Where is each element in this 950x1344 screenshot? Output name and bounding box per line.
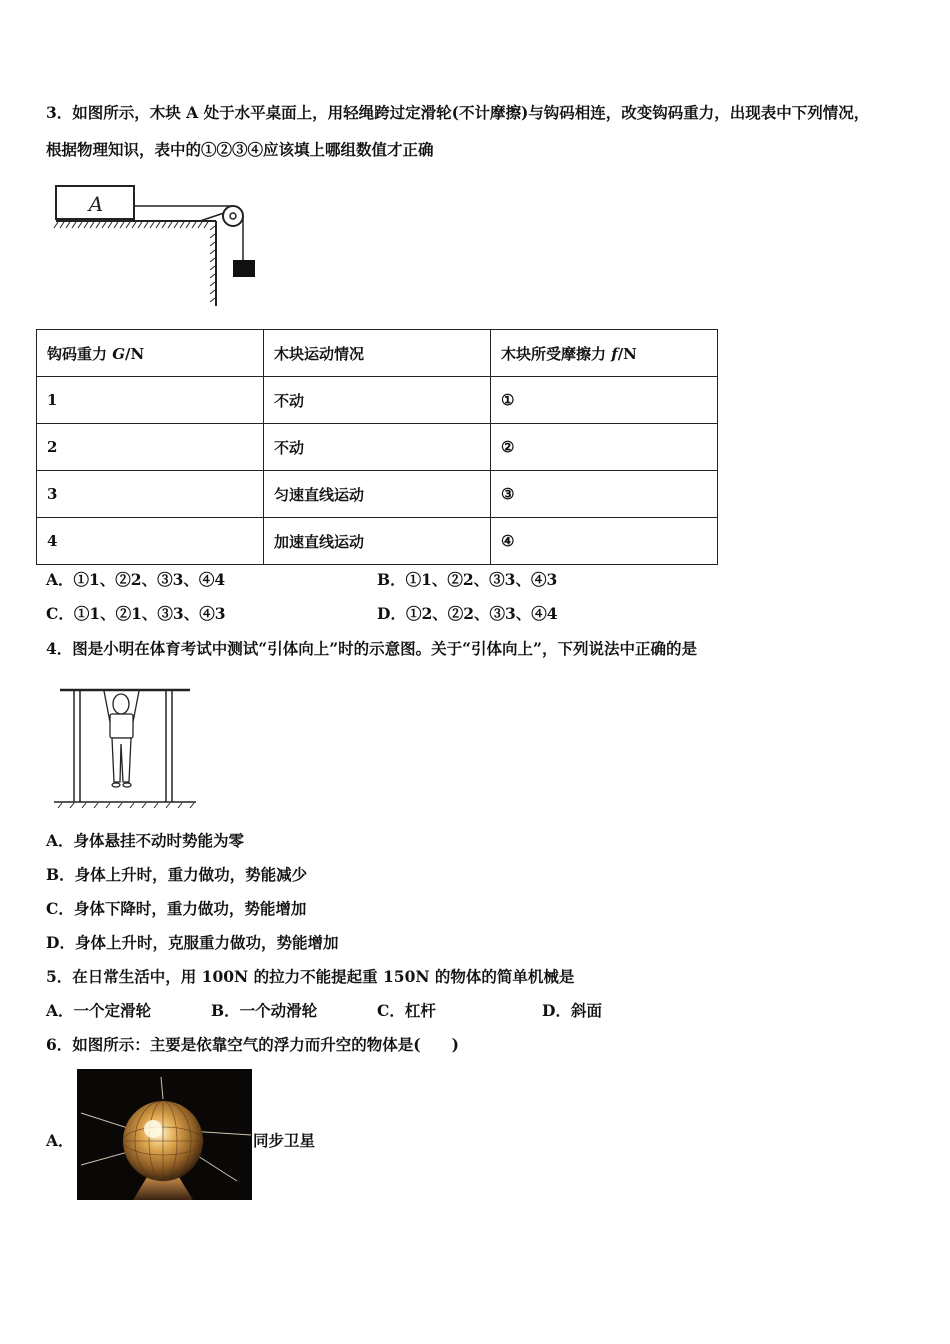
pull-up-diagram [52,684,200,810]
header-cell-motion: 木块运动情况 [264,330,491,377]
var-g: G [112,344,126,363]
pulley-diagram [50,178,260,310]
q3-option-b[interactable]: B．①1、②2、③3、④3 [377,570,558,589]
table-row [37,424,718,471]
q6-option-a-letter[interactable]: A． [46,1131,74,1150]
header-cell-friction: 木块所受摩擦力 f/N [491,330,718,377]
header-cell-weight: 钩码重力 G/N [37,330,264,377]
q6-stem: 6．如图所示：主要是依靠空气的浮力而升空的物体是( ) [46,1035,459,1054]
table-cell: 匀速直线运动 [264,471,491,518]
q5-option-a[interactable]: A．一个定滑轮 [46,1001,152,1020]
q4-stem: 4．图是小明在体育考试中测试“引体向上”时的示意图。关于“引体向上”，下列说法中正确的是 [46,639,697,658]
q3-option-a[interactable]: A．①1、②2、③3、④4 [46,570,226,589]
table-cell: 2 [37,424,264,471]
person-figure [104,691,139,787]
block-a-label: A [88,192,104,216]
table-cell: ① [491,377,718,424]
q3-option-c[interactable]: C．①1、②1、③3、④3 [46,604,226,623]
q5-option-b[interactable]: B．一个动滑轮 [211,1001,318,1020]
table-cell: 1 [37,377,264,424]
q5-option-c[interactable]: C．杠杆 [377,1001,436,1020]
q4-option-d[interactable]: D．身体上升时，克服重力做功，势能增加 [46,933,339,952]
q4-option-b[interactable]: B．身体上升时，重力做功，势能减少 [46,865,308,884]
q3-stem-line2: 根据物理知识，表中的①②③④应该填上哪组数值才正确 [46,140,434,159]
satellite-image [77,1069,252,1200]
table-cell: ② [491,424,718,471]
table-cell: 4 [37,518,264,565]
table-cell: 不动 [264,377,491,424]
table-row [37,471,718,518]
table-row [37,377,718,424]
q5-option-d[interactable]: D．斜面 [542,1001,602,1020]
q4-option-c[interactable]: C．身体下降时，重力做功，势能增加 [46,899,307,918]
table-row [37,518,718,565]
q3-option-d[interactable]: D．①2、②2、③3、④4 [377,604,558,623]
table-cell: ③ [491,471,718,518]
hook-weight [233,260,255,277]
table-cell: 3 [37,471,264,518]
var-f: f [611,344,618,363]
q6-option-a-text[interactable]: 同步卫星 [253,1131,316,1150]
q4-option-a[interactable]: A．身体悬挂不动时势能为零 [46,831,245,850]
satellite-illustration [77,1069,252,1200]
q5-stem: 5．在日常生活中，用 100N 的拉力不能提起重 150N 的物体的简单机械是 [46,967,575,986]
table-cell: ④ [491,518,718,565]
q3-stem-line1: 3．如图所示，木块 A 处于水平桌面上，用轻绳跨过定滑轮(不计摩擦)与钩码相连，改变钩码重力，出现表中下列情况， [46,103,870,122]
table-cell: 不动 [264,424,491,471]
table-header-row [37,330,718,377]
q3-table [36,329,718,565]
table-cell: 加速直线运动 [264,518,491,565]
